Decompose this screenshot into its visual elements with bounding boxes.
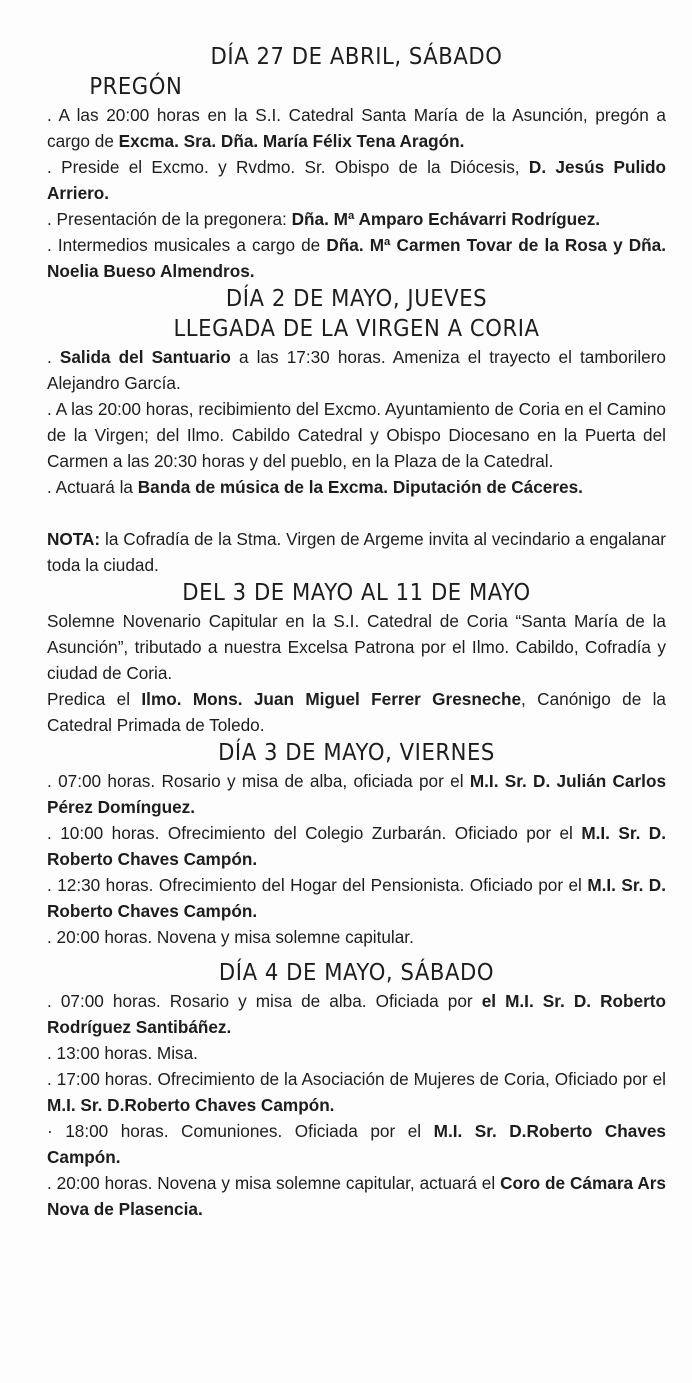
note-label: NOTA: xyxy=(47,529,101,549)
paragraph: . 17:00 horas. Ofrecimiento de la Asociación de Mujeres de Coria, Oficiado por el M.I. Sr. D.Roberto Chaves Campón. xyxy=(47,1069,666,1115)
paragraph: . Preside el Excmo. y Rvdmo. Sr. Obispo de la Diócesis, D. Jesús Pulido Arriero. xyxy=(47,157,667,203)
paragraph: . Actuará la Banda de música de la Excma. Diputación de Cáceres. xyxy=(47,477,583,497)
paragraph: · 18:00 horas. Comuniones. Oficiada por el M.I. Sr. D.Roberto Chaves Campón. xyxy=(47,1121,666,1167)
section-subtitle-pregon: PREGÓN xyxy=(89,74,183,100)
paragraph: . Salida del Santuario a las 17:30 horas. Ameniza el trayecto el tamborilero Alejandro García. xyxy=(47,347,666,393)
paragraph: . 07:00 horas. Rosario y misa de alba. Oficiada por el M.I. Sr. D. Roberto Rodríguez Santibáñez. xyxy=(47,991,667,1037)
paragraph: Predica el Ilmo. Mons. Juan Miguel Ferrer Gresneche, Canónigo de la Catedral Primada de Toledo. xyxy=(47,689,666,735)
section-title-3-may: DÍA 3 DE MAYO, VIERNES xyxy=(218,740,495,766)
paragraph: . Presentación de la pregonera: Dña. Mª Amparo Echávarri Rodríguez. xyxy=(47,209,601,229)
note: NOTA: la Cofradía de la Stma. Virgen de Argeme invita al vecindario a engalanar toda la ciudad. xyxy=(47,529,666,575)
paragraph: . 10:00 horas. Ofrecimiento del Colegio Zurbarán. Oficiado por el M.I. Sr. D. Roberto Chaves Campón. xyxy=(47,823,666,869)
paragraph: . 20:00 horas. Novena y misa solemne capitular. xyxy=(47,927,414,947)
section-title-4-may: DÍA 4 DE MAYO, SÁBADO xyxy=(218,960,495,986)
paragraph: . 07:00 horas. Rosario y misa de alba, oficiada por el M.I. Sr. D. Julián Carlos Pérez Domínguez. xyxy=(47,771,666,817)
paragraph: . 20:00 horas. Novena y misa solemne capitular, actuará el Coro de Cámara Ars Nova de Plasencia. xyxy=(47,1173,666,1219)
spacer xyxy=(47,500,666,526)
paragraph: . A las 20:00 horas, recibimiento del Excmo. Ayuntamiento de Coria en el Camino de la Virgen; del Ilmo. Cabildo Catedral y Obispo Diocesano en la Puerta del Carmen a las 20:30 horas y del pueblo, en la Plaza de la Catedral. xyxy=(47,399,666,471)
paragraph: . A las 20:00 horas en la S.I. Catedral Santa María de la Asunción, pregón a cargo de Excma. Sra. Dña. María Félix Tena Aragón. xyxy=(47,105,666,151)
section-title-2-may: DÍA 2 DE MAYO, JUEVES xyxy=(225,286,488,312)
paragraph: . 12:30 horas. Ofrecimiento del Hogar del Pensionista. Oficiado por el M.I. Sr. D. Roberto Chaves Campón. xyxy=(47,875,666,921)
section-title-27-april: DÍA 27 DE ABRIL, SÁBADO xyxy=(210,44,503,70)
paragraph: Solemne Novenario Capitular en la S.I. Catedral de Coria “Santa María de la Asunción”, tributado a nuestra Excelsa Patrona por el Ilmo. Cabildo, Cofradía y ciudad de Coria. xyxy=(47,611,666,683)
paragraph: . 13:00 horas. Misa. xyxy=(47,1043,198,1063)
paragraph: . Intermedios musicales a cargo de Dña. Mª Carmen Tovar de la Rosa y Dña. Noelia Bueso Almendros. xyxy=(47,235,666,281)
section-title-novenario: DEL 3 DE MAYO AL 11 DE MAYO xyxy=(182,580,531,606)
section-subtitle-arrival: LLEGADA DE LA VIRGEN A CORIA xyxy=(173,316,540,342)
